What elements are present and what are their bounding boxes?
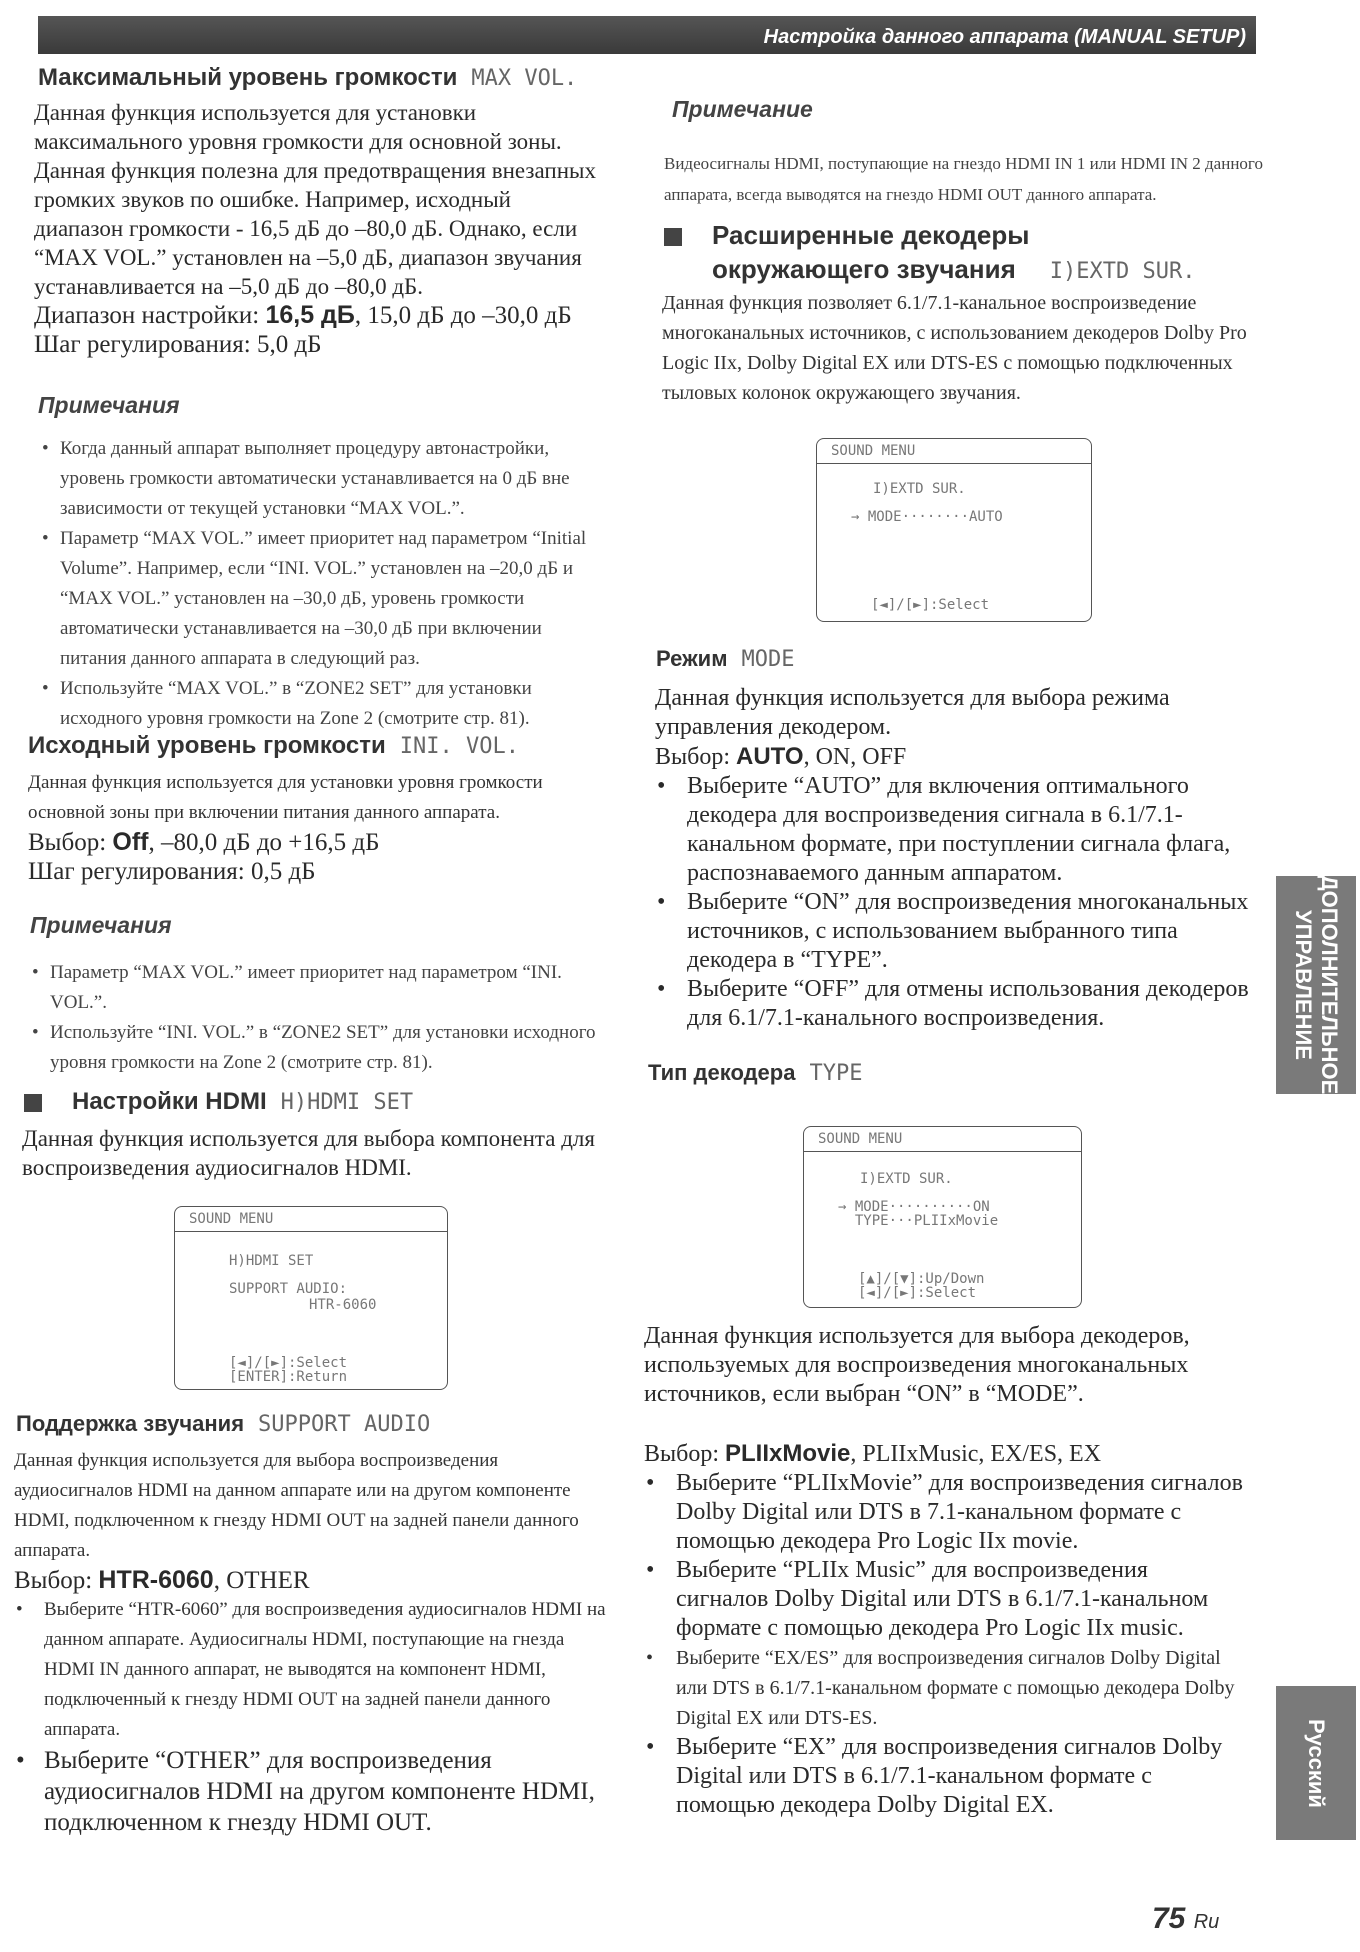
range: , –80,0 дБ до +16,5 дБ (148, 829, 380, 856)
text-line: Данная функция полезна для предотвращения внезапных (34, 158, 596, 183)
header-title: Настройка данного аппарата (MANUAL SETUP) (763, 26, 1246, 48)
lcd-label: TYPE (809, 1061, 863, 1086)
header-bar (38, 16, 1256, 54)
note-item: • Используйте “MAX VOL.” в “ZONE2 SET” для установки исходного уровня громкости на Zone 2 (смотрите стр. 81). (40, 674, 610, 734)
menu-line: I)EXTD SUR. (860, 1171, 953, 1187)
extd-heading (664, 218, 1195, 289)
text: Данная функция используется для установки уровня громкости основной зоны при включении питания данного аппарата. (28, 772, 543, 823)
inivol-heading (28, 732, 519, 760)
default-value: HTR-6060 (98, 1566, 214, 1594)
menu-line: → MODE··········ON (838, 1199, 990, 1215)
default-value: PLIIxMovie (725, 1440, 851, 1467)
lcd-label: I)EXTD SUR. (1049, 259, 1196, 284)
square-bullet-icon (664, 228, 682, 246)
extd-body: Данная функция позволяет 6.1/7.1-канальное воспроизведение многоканальных источников, с использованием декодеров Dolby Pro Logic IIx, Dolby Digital EX или DTS-ES с помощью подключенных тыловых колонок окружающего звучания. (662, 292, 1247, 404)
step-line: Шаг регулирования: 0,5 дБ (28, 858, 316, 885)
options: , OTHER (213, 1567, 310, 1594)
text-line: Данная функция используется для установки (34, 100, 477, 125)
heading-text: Поддержка звучания (16, 1411, 245, 1436)
heading-text: Режим (656, 646, 728, 671)
heading-text: окружающего звучания (712, 254, 1016, 284)
label: Выбор: (655, 744, 737, 770)
list-item: • Выберите “AUTO” для включения оптимального декодера для воспроизведения сигнала в 6.1/7.1-канальном формате, при поступлении сигнала флага, распознаваемого данным аппаратом. (655, 772, 1255, 888)
step-line: Шаг регулирования: 5,0 дБ (34, 331, 322, 358)
menu-title: SOUND MENU (804, 1127, 1081, 1152)
choice-line (644, 1439, 1244, 1469)
support-heading (16, 1411, 430, 1437)
choice-line (14, 1566, 614, 1595)
mode-list (655, 772, 1255, 1033)
heading-text: Тип декодера (648, 1060, 796, 1085)
list-item: • Выберите “ON” для воспроизведения многоканальных источников, с использованием выбранного типа декодера в “TYPE”. (655, 888, 1255, 975)
lcd-label: H)HDMI SET (280, 1090, 414, 1115)
list-item: • Выберите “OFF” для отмены использования декодеров для 6.1/7.1-канального воспроизведения. (655, 975, 1255, 1033)
list-item: • Выберите “EX” для воспроизведения сигналов Dolby Digital или DTS в 6.1/7.1-канальном формате с помощью декодера Dolby Digital EX. (644, 1733, 1244, 1820)
type-list (644, 1469, 1244, 1820)
hdmi-menu-screen (174, 1206, 448, 1390)
right-note-body: Видеосигналы HDMI, поступающие на гнездо HDMI IN 1 или HDMI IN 2 данного аппарата, всегда выводятся на гнездо HDMI OUT данного аппарата. (664, 154, 1263, 204)
right-note-title: Примечание (672, 96, 813, 122)
text-line: “MAX VOL.” установлен на –5,0 дБ, диапазон звучания (34, 245, 582, 270)
label: Выбор: (14, 1567, 99, 1594)
maxvol-heading (38, 64, 577, 92)
lcd-label: SUPPORT AUDIO (258, 1412, 431, 1437)
label: Выбор: (28, 829, 113, 856)
heading-text: Настройки HDMI (72, 1088, 267, 1115)
section-tab-advanced: ДОПОЛНИТЕЛЬНОЕ УПРАВЛЕНИЕ (1276, 876, 1356, 1094)
list-item: • Выберите “HTR-6060” для воспроизведения аудиосигналов HDMI на данном аппарате. Аудиосигналы HDMI, поступающие на гнезда HDMI IN данного аппарат, не выводятся на компонент HDMI, подключенный к гнезду HDMI OUT на задней панели данного аппарата. (14, 1595, 614, 1745)
mode-body (655, 684, 1255, 1033)
hdmi-body: Данная функция используется для выбора компонента для воспроизведения аудиосигналов HDMI. (22, 1126, 595, 1180)
list-item: • Выберите “PLIIxMovie” для воспроизведения сигналов Dolby Digital или DTS в 7.1-канальном формате с помощью декодера Pro Logic IIx movie. (644, 1469, 1244, 1556)
menu-line: [▲]/[▼]:Up/Down (858, 1271, 985, 1287)
label: Диапазон настройки: (34, 302, 266, 329)
page-number (1152, 1902, 1219, 1936)
menu-line: TYPE···PLIIxMovie (838, 1213, 999, 1229)
text: Данная функция используется для выбора режима управления декодером. (655, 685, 1170, 740)
type-heading (648, 1060, 862, 1086)
note-item: • Параметр “MAX VOL.” имеет приоритет над параметром “Initial Volume”. Например, если “INI. VOL.” установлен на –20,0 дБ и “MAX VOL.” установлен на –30,0 дБ, уровень громкости автоматически устанавливается на –30,0 дБ при включении питания данного аппарата в следующий раз. (40, 524, 610, 674)
lcd-label: INI. VOL. (399, 734, 519, 759)
list-item: • Выберите “EX/ES” для воспроизведения сигналов Dolby Digital или DTS в 6.1/7.1-канальном формате с помощью декодера Dolby Digital EX или DTS-ES. (644, 1643, 1244, 1733)
notes2-title: Примечания (30, 912, 172, 938)
options: , PLIIxMusic, EX/ES, EX (850, 1441, 1102, 1467)
lcd-label: MODE (741, 647, 795, 672)
heading-text: Расширенные декодеры (712, 220, 1030, 250)
heading-text: Исходный уровень громкости (28, 732, 386, 759)
menu-line: → MODE········AUTO (851, 509, 1003, 525)
default-value: 16,5 дБ (265, 301, 355, 329)
language-tab-russian: Русский (1276, 1686, 1356, 1840)
range-line (34, 301, 634, 330)
lcd-label: MAX VOL. (471, 66, 578, 91)
menu-line: [◄]/[►]:Select (229, 1355, 348, 1371)
mode-heading (656, 646, 794, 672)
menu-line: SUPPORT AUDIO: (229, 1281, 348, 1297)
text: Данная функция используется для выбора декодеров, используемых для воспроизведения многоканальных источников, если выбран “ON” в “MODE”. (644, 1323, 1190, 1407)
maxvol-body (34, 98, 634, 359)
hdmi-heading (24, 1088, 413, 1116)
text-line: громких звуков по ошибке. Например, исходный (34, 187, 511, 212)
note-item: • Используйте “INI. VOL.” в “ZONE2 SET” для установки исходного уровня громкости на Zone 2 (смотрите стр. 81). (30, 1018, 610, 1078)
menu-line: [ENTER]:Return (229, 1369, 348, 1385)
inivol-body (28, 768, 618, 886)
notes1-list (40, 434, 610, 734)
support-list (14, 1595, 614, 1838)
choice-line (28, 828, 618, 857)
text: Данная функция используется для выбора воспроизведения аудиосигналов HDMI на данном аппарате или на другом компоненте HDMI, подключенном к гнезду HDMI OUT на задней панели данного аппарата. (14, 1450, 579, 1561)
page-lang: Ru (1193, 1911, 1220, 1933)
list-item: • Выберите “OTHER” для воспроизведения аудиосигналов HDMI на другом компоненте HDMI, подключенном к гнезду HDMI OUT. (14, 1745, 614, 1838)
extd-menu-screen (816, 438, 1092, 622)
options: , ON, OFF (803, 744, 907, 770)
page-num: 75 (1152, 1902, 1186, 1935)
range: , 15,0 дБ до –30,0 дБ (354, 302, 572, 329)
square-bullet-icon (24, 1094, 42, 1112)
text-line: максимального уровня громкости для основной зоны. (34, 129, 562, 154)
menu-line: I)EXTD SUR. (873, 481, 966, 497)
note-item: • Когда данный аппарат выполняет процедуру автонастройки, уровень громкости автоматически устанавливается на 0 дБ вне зависимости от текущей установки “MAX VOL.”. (40, 434, 610, 524)
notes2-list (30, 958, 610, 1078)
menu-line: HTR-6060 (309, 1297, 377, 1313)
menu-line: [◄]/[►]:Select (858, 1285, 977, 1301)
default-value: AUTO (736, 743, 804, 770)
type-body (644, 1322, 1244, 1820)
notes1-title: Примечания (38, 392, 180, 418)
menu-title: SOUND MENU (175, 1207, 447, 1232)
choice-line (655, 742, 1255, 772)
note-item: • Параметр “MAX VOL.” имеет приоритет над параметром “INI. VOL.”. (30, 958, 610, 1018)
menu-title: SOUND MENU (817, 439, 1091, 464)
heading-text: Максимальный уровень громкости (38, 64, 458, 91)
menu-line: H)HDMI SET (229, 1253, 314, 1269)
list-item: • Выберите “PLIIx Music” для воспроизведения сигналов Dolby Digital или DTS в 6.1/7.1-канальном формате с помощью декодера Pro Logic IIx music. (644, 1556, 1244, 1643)
menu-line: [◄]/[►]:Select (871, 597, 990, 613)
label: Выбор: (644, 1441, 726, 1467)
support-body (14, 1446, 614, 1838)
default-value: Off (112, 828, 149, 856)
type-menu-screen (803, 1126, 1082, 1308)
text-line: диапазон громкости - 16,5 дБ до –80,0 дБ. Однако, если (34, 216, 578, 241)
text-line: устанавливается на –5,0 дБ до –80,0 дБ. (34, 274, 423, 299)
